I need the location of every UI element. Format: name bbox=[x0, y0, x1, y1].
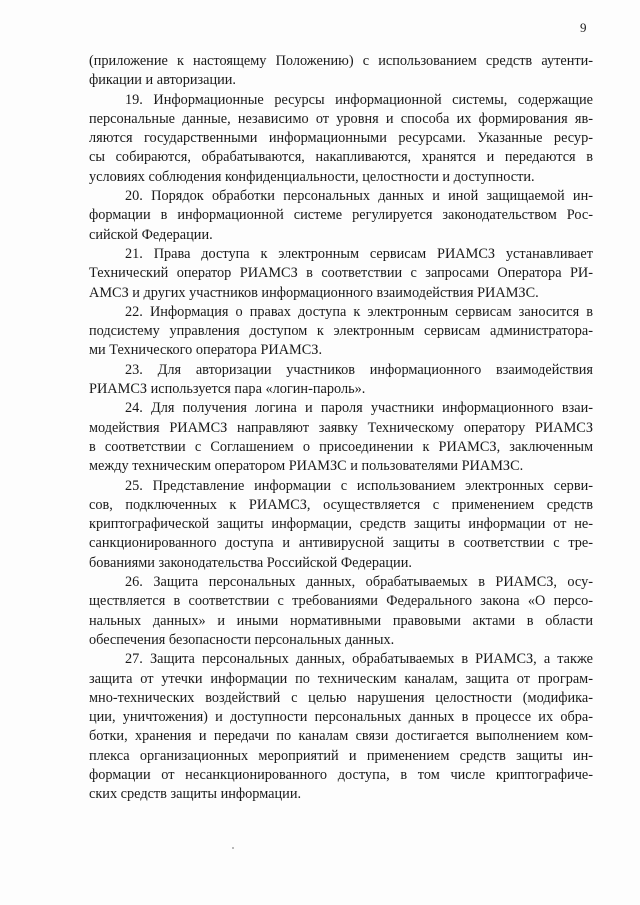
paragraph-line: ботки, хранения и передачи по каналам связи достигается выполнением ком- bbox=[89, 728, 593, 745]
paragraph-line: модействия РИАМСЗ направляют заявку Техническому оператору РИАМСЗ bbox=[89, 419, 593, 436]
scan-speck bbox=[232, 847, 234, 849]
paragraph-line: сийской Федерации. bbox=[89, 226, 213, 243]
paragraph-line: 22. Информация о правах доступа к электронным сервисам заносится в bbox=[125, 303, 593, 320]
paragraph-line: ции, уничтожения) и доступности персональных данных в процессе их обра- bbox=[89, 709, 593, 726]
paragraph-line: 21. Права доступа к электронным сервисам РИАМСЗ устанавливает bbox=[125, 245, 593, 262]
paragraph-p25 bbox=[89, 477, 593, 573]
paragraph-line: АМСЗ и других участников информационного взаимодействия РИАМЗС. bbox=[89, 284, 539, 301]
paragraph-line: условиях соблюдения конфиденциальности, целостности и доступности. bbox=[89, 168, 535, 185]
paragraph-line: 27. Защита персональных данных, обрабатываемых в РИАМСЗ, а также bbox=[125, 651, 593, 668]
paragraph-line: сы собираются, обрабатываются, накапливаются, хранятся и передаются в bbox=[89, 149, 593, 166]
paragraph-p19 bbox=[89, 91, 593, 187]
paragraph-line: бованиями законодательства Российской Федерации. bbox=[89, 554, 412, 571]
paragraph-line: 24. Для получения логина и пароля участники информационного взаи- bbox=[125, 400, 593, 417]
paragraph-p26 bbox=[89, 573, 593, 650]
paragraph-p22 bbox=[89, 303, 593, 361]
paragraph-line: в соответствии с Соглашением о присоединении к РИАМСЗ, заключенным bbox=[89, 438, 593, 455]
paragraph-line: ских средств защиты информации. bbox=[89, 786, 302, 803]
paragraph-line: фикации и авторизации. bbox=[89, 72, 237, 89]
paragraph-intro-tail bbox=[89, 52, 593, 91]
paragraph-line: 20. Порядок обработки персональных данных и иной защищаемой ин- bbox=[125, 188, 593, 205]
paragraph-line: 25. Представление информации с использованием электронных серви- bbox=[125, 477, 593, 494]
paragraph-line: подсистему управления доступом к электронным сервисам администратора- bbox=[89, 323, 593, 340]
paragraph-line: ляются государственными информационными ресурсами. Указанные ресур- bbox=[89, 130, 593, 147]
paragraph-p24 bbox=[89, 399, 593, 476]
paragraph-line: санкционированного доступа и антивирусной защиты в соответствии с тре- bbox=[89, 535, 593, 552]
page-number: 9 bbox=[580, 20, 587, 35]
paragraph-line: формации от несанкционированного доступа, в том числе криптографиче- bbox=[89, 766, 593, 783]
paragraph-line: 26. Защита персональных данных, обрабатываемых в РИАМСЗ, осу- bbox=[125, 574, 593, 591]
paragraph-line: между техническим оператором РИАМЗС и пользователями РИАМЗС. bbox=[89, 458, 524, 475]
paragraph-p23 bbox=[89, 361, 593, 400]
paragraph-line: РИАМСЗ используется пара «логин-пароль». bbox=[89, 381, 366, 398]
paragraph-line: Технический оператор РИАМСЗ в соответствии с запросами Оператора РИ- bbox=[89, 265, 593, 282]
paragraph-line: 23. Для авторизации участников информационного взаимодействия bbox=[125, 361, 593, 378]
paragraph-line: ществляется в соответствии с требованиями Федерального закона «О персо- bbox=[89, 593, 593, 610]
paragraph-line: защита от утечки информации по техническим каналам, защита от програм- bbox=[89, 670, 593, 687]
paragraph-line: персональные данные, независимо от уровня и способа их формирования яв- bbox=[89, 110, 593, 127]
paragraph-line: плекса организационных мероприятий и применением средств защиты ин- bbox=[89, 747, 593, 764]
paragraph-line: мно-технических воздействий с целью нарушения целостности (модифика- bbox=[89, 689, 593, 706]
paragraph-p21 bbox=[89, 245, 593, 303]
paragraph-line: обеспечения безопасности персональных данных. bbox=[89, 631, 395, 648]
paragraph-line: ми Технического оператора РИАМСЗ. bbox=[89, 342, 323, 359]
paragraph-p20 bbox=[89, 187, 593, 245]
paragraph-line: 19. Информационные ресурсы информационной системы, содержащие bbox=[125, 91, 593, 108]
paragraph-line: сов, подключенных к РИАМСЗ, осуществляется с применением средств bbox=[89, 496, 593, 513]
paragraph-p27 bbox=[89, 650, 593, 804]
paragraph-line: нальных данных» и иными нормативными правовыми актами в области bbox=[89, 612, 593, 629]
paragraph-line: формации в информационной системе регулируется законодательством Рос- bbox=[89, 207, 593, 224]
document-body bbox=[89, 52, 593, 805]
paragraph-line: криптографической защиты информации, средств защиты информации от не- bbox=[89, 516, 593, 533]
paragraph-line: (приложение к настоящему Положению) с использованием средств аутенти- bbox=[89, 53, 593, 69]
